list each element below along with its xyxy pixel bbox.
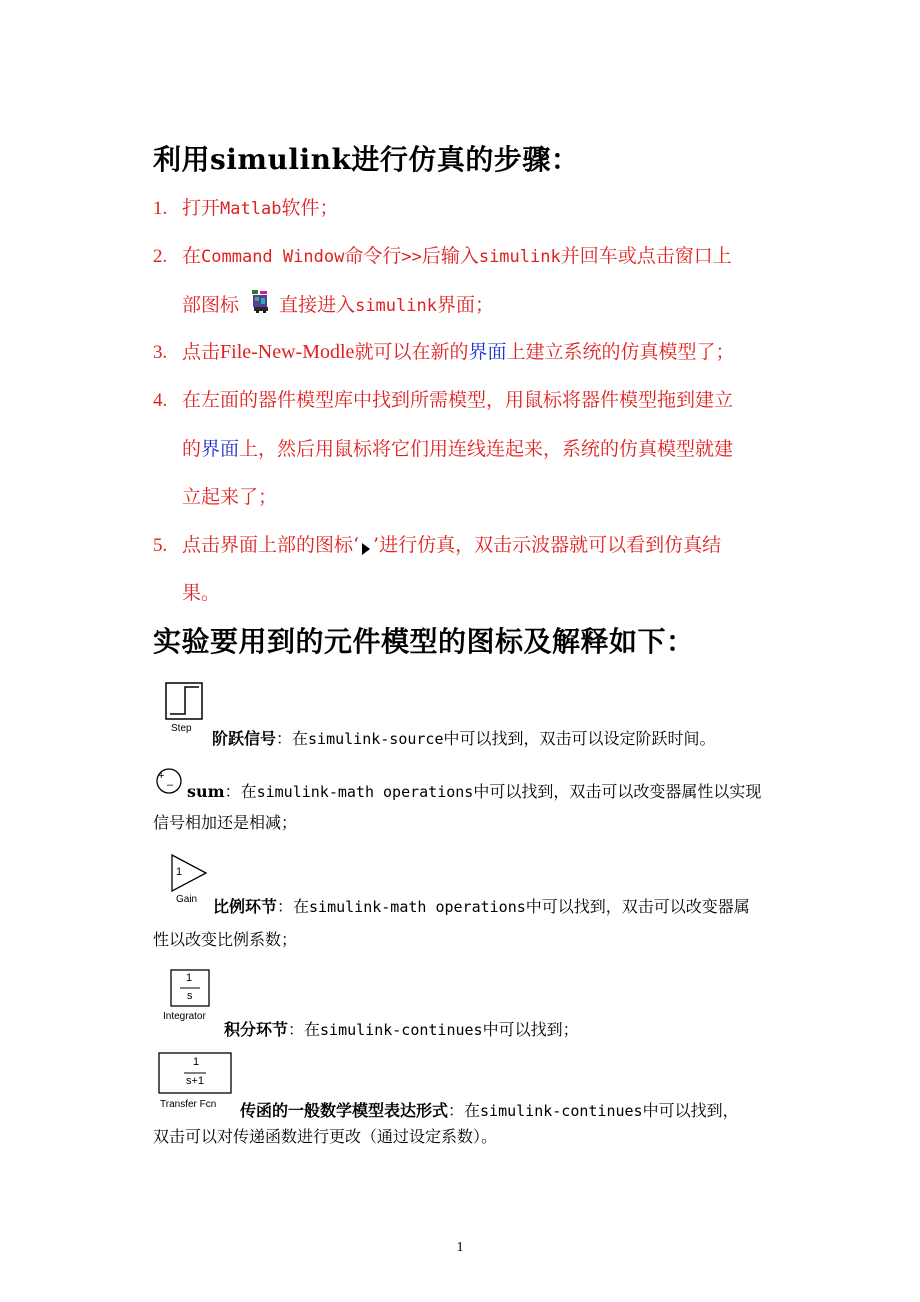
sum-block-text: 中可以找到，双击可以改变器属性以实现 bbox=[473, 782, 762, 801]
gain-block-label: Gain bbox=[176, 894, 198, 905]
heading-simulink-steps: 利用simulink进行仿真的步骤： bbox=[153, 143, 580, 176]
gain-block-text: 中可以找到，双击可以改变器属 bbox=[525, 897, 750, 916]
integrator-block-numerator: 1 bbox=[186, 972, 193, 984]
step-1-text-pre: 打开 bbox=[182, 197, 221, 219]
step-5-line-2 bbox=[182, 578, 220, 605]
sum-block-library: simulink-math operations bbox=[256, 783, 474, 801]
step-5-text-b: ’进行仿真，双击示波器就可以看到仿真结 bbox=[373, 534, 722, 556]
step-block-description bbox=[212, 726, 716, 749]
step-2-text-a: 在 bbox=[182, 245, 202, 267]
step-2-text-d: 并回车或点击窗口上 bbox=[560, 245, 732, 267]
sum-block-sep: ：在 bbox=[224, 782, 257, 801]
step-4-text-c: 上，然后用鼠标将它们用连线连起来，系统的仿真模型就建 bbox=[239, 438, 734, 460]
step-3-menu-path: File-New-Modle bbox=[220, 341, 355, 363]
sum-block-minus: – bbox=[167, 779, 174, 791]
gain-block-value: 1 bbox=[176, 866, 183, 878]
sum-block-description-line-2: 信号相加还是相减； bbox=[153, 813, 298, 832]
step-4-text-blue: 界面 bbox=[201, 438, 240, 460]
step-1 bbox=[153, 193, 338, 220]
transfer-fcn-sep: ：在 bbox=[448, 1101, 481, 1120]
step-4-line-3 bbox=[182, 482, 277, 509]
transfer-fcn-title: 传函的一般数学模型表达形式 bbox=[240, 1101, 449, 1120]
step-4-line-2 bbox=[182, 434, 733, 461]
gain-block-title: 比例环节 bbox=[213, 897, 278, 916]
step-1-text-post: 软件； bbox=[281, 197, 339, 219]
transfer-fcn-description-line-2: 双击可以对传递函数进行更改（通过设定系数）。 bbox=[153, 1127, 498, 1146]
step-5-line-1 bbox=[153, 530, 721, 557]
transfer-fcn-numerator: 1 bbox=[193, 1056, 200, 1068]
step-2-code-command-window: Command Window bbox=[201, 247, 345, 267]
step-block-icon bbox=[165, 682, 205, 722]
step-3-text-c: 上建立系统的仿真模型了； bbox=[506, 341, 735, 363]
step-3-number: 3. bbox=[153, 342, 168, 363]
run-simulation-icon bbox=[360, 539, 372, 553]
step-2-code-simulink: simulink bbox=[478, 247, 561, 267]
integrator-block-text: 中可以找到； bbox=[482, 1020, 579, 1039]
sum-block-description-line-1 bbox=[187, 779, 761, 802]
step-2-code-simulink-2: simulink bbox=[355, 296, 437, 316]
transfer-fcn-description-line-1 bbox=[240, 1098, 739, 1121]
step-1-number: 1. bbox=[153, 198, 168, 219]
integrator-block-sep: ：在 bbox=[288, 1020, 321, 1039]
step-block-label: Step bbox=[171, 723, 192, 734]
sum-block-title: sum bbox=[187, 782, 225, 801]
page-number: 1 bbox=[456, 1240, 464, 1255]
heading-block-icons: 实验要用到的元件模型的图标及解释如下： bbox=[153, 625, 695, 658]
step-2-text-f: 直接进入 bbox=[279, 294, 356, 316]
step-5-text-a: 点击界面上部的图标‘ bbox=[182, 534, 360, 556]
step-2-text-e: 部图标 bbox=[182, 294, 240, 316]
step-2-line-1 bbox=[153, 241, 732, 268]
step-2-text-b: 命令行 bbox=[344, 245, 402, 267]
step-5-number: 5. bbox=[153, 535, 168, 556]
step-3-text-blue: 界面 bbox=[468, 341, 507, 363]
step-1-code: Matlab bbox=[220, 199, 282, 219]
step-4-text-d: 立起来了； bbox=[182, 486, 278, 508]
step-2-number: 2. bbox=[153, 246, 168, 267]
step-2-text-c: 后输入 bbox=[421, 245, 479, 267]
step-block-title: 阶跃信号 bbox=[212, 729, 277, 748]
step-3-text-a: 点击 bbox=[182, 341, 221, 363]
step-3-text-b: 就可以在新的 bbox=[354, 341, 469, 363]
transfer-fcn-text: 中可以找到， bbox=[642, 1101, 739, 1120]
step-block-sep: ：在 bbox=[276, 729, 309, 748]
step-2-code-prompt: >> bbox=[401, 247, 422, 267]
gain-block-sep: ：在 bbox=[277, 897, 310, 916]
step-4-line-1 bbox=[153, 385, 733, 412]
step-2-line-2 bbox=[182, 290, 494, 319]
step-block-library: simulink-source bbox=[308, 730, 444, 748]
step-5-text-c: 果。 bbox=[182, 582, 221, 604]
gain-block-description-line-1 bbox=[213, 894, 750, 917]
step-block-text: 中可以找到，双击可以设定阶跃时间。 bbox=[443, 729, 716, 748]
step-4-text-a: 在左面的器件模型库中找到所需模型，用鼠标将器件模型拖到建立 bbox=[182, 389, 734, 411]
simulink-library-icon bbox=[247, 289, 273, 315]
integrator-block-library: simulink-continues bbox=[320, 1021, 483, 1039]
integrator-block-description bbox=[224, 1017, 579, 1040]
integrator-block-title: 积分环节 bbox=[224, 1020, 289, 1039]
step-4-text-b: 的 bbox=[182, 438, 202, 460]
transfer-fcn-library: simulink-continues bbox=[480, 1102, 643, 1120]
sum-block-plus: + bbox=[158, 770, 165, 782]
step-3 bbox=[153, 337, 734, 364]
transfer-fcn-block-label: Transfer Fcn bbox=[160, 1099, 217, 1110]
transfer-fcn-denominator: s+1 bbox=[186, 1075, 205, 1087]
step-4-number: 4. bbox=[153, 390, 168, 411]
step-2-text-g: 界面； bbox=[436, 294, 494, 316]
integrator-block-denominator: s bbox=[187, 990, 193, 1002]
gain-block-description-line-2: 性以改变比例系数； bbox=[153, 930, 298, 949]
integrator-block-label: Integrator bbox=[163, 1011, 206, 1022]
gain-block-library: simulink-math operations bbox=[309, 898, 526, 916]
